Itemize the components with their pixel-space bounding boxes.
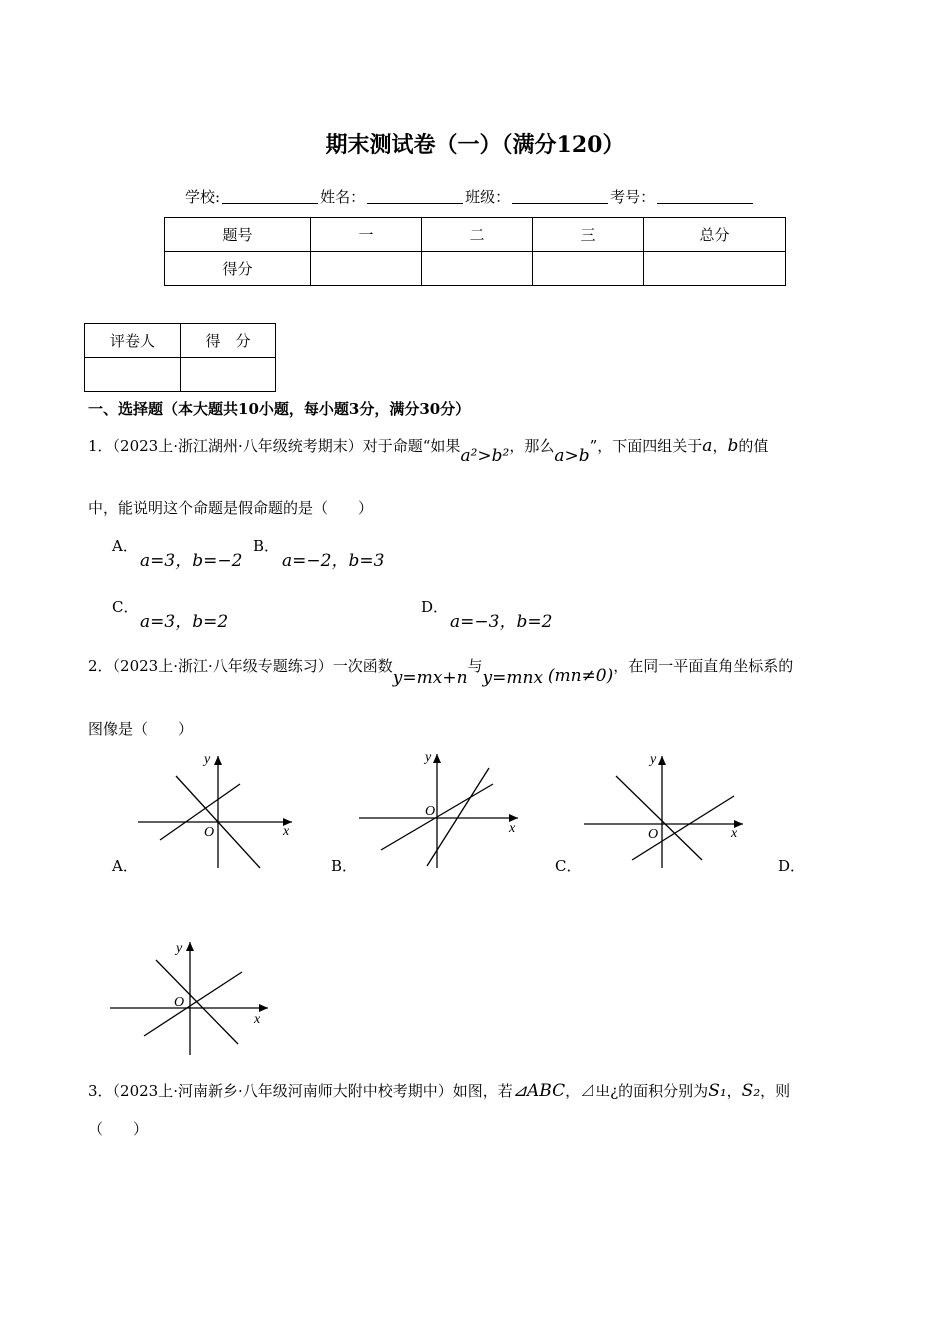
x-axis-label: x <box>254 1012 261 1027</box>
question-2-line-1 <box>88 655 794 688</box>
question-number: 2． <box>88 657 113 675</box>
y-axis-label: y <box>204 752 211 767</box>
question-text: 的面积分别为 <box>618 1082 709 1100</box>
graph-d <box>106 938 272 1058</box>
question-text: ， <box>565 1082 581 1100</box>
score-row-label: 得分 <box>165 252 311 286</box>
origin-label: O <box>425 804 436 819</box>
class-blank[interactable] <box>512 189 608 204</box>
option-d-label[interactable]: D． <box>421 598 449 616</box>
grader-table-header-row <box>85 324 276 358</box>
score-cell-3[interactable] <box>533 252 644 286</box>
x-axis-label: x <box>283 824 290 839</box>
option-c-label[interactable]: C． <box>112 598 139 616</box>
option-b-value[interactable]: a=−2，b=3 <box>282 551 385 571</box>
header-cell-2: 二 <box>422 218 533 252</box>
student-info-line <box>185 186 755 207</box>
x-axis-label: x <box>731 826 738 841</box>
grader-label: 评卷人 <box>85 324 181 358</box>
graph-b <box>353 748 523 872</box>
math-conclusion: a>b <box>554 446 590 466</box>
page-title: 期末测试卷（一）（满分120） <box>325 132 625 158</box>
math-triangle-1: ⊿ABC <box>512 1081 566 1101</box>
math-condition: (mn≠0) <box>547 666 614 686</box>
question-3-line-1 <box>88 1080 790 1101</box>
math-condition: a²>b² <box>460 446 510 466</box>
origin-label: O <box>204 825 215 840</box>
option-c-value[interactable]: a=3，b=2 <box>140 612 229 632</box>
question-source: （2023上·河南新乡·八年级河南师大附中校考期中）如图，若 <box>112 1082 513 1100</box>
exam-no-label: 考号： <box>610 188 656 206</box>
math-function-2: y=mnx <box>482 668 544 688</box>
school-blank[interactable] <box>222 189 318 204</box>
question-1-line-1 <box>88 435 769 466</box>
y-axis-label: y <box>176 941 183 956</box>
origin-label: O <box>648 827 659 842</box>
option-a-value[interactable]: a=3，b=−2 <box>140 551 243 571</box>
graph-option-b-label[interactable]: B． <box>331 857 358 875</box>
school-label: 学校: <box>185 188 221 206</box>
y-axis-label: y <box>425 750 432 765</box>
header-cell-question-no: 题号 <box>165 218 311 252</box>
question-number: 3． <box>88 1082 113 1100</box>
math-area-s1: S₁ <box>708 1081 727 1101</box>
header-cell-3: 三 <box>533 218 644 252</box>
grader-table <box>84 323 276 392</box>
header-cell-1: 一 <box>311 218 422 252</box>
y-axis-label: y <box>650 752 657 767</box>
score-cell-1[interactable] <box>311 252 422 286</box>
question-text: ，在同一平面直角坐标系的 <box>613 657 794 675</box>
math-area-s2: S₂ <box>741 1081 761 1101</box>
graph-option-c-label[interactable]: C． <box>555 857 582 875</box>
math-triangle-2: ⊿㞢¿ <box>580 1082 619 1100</box>
exam-no-blank[interactable] <box>657 189 753 204</box>
question-number: 1． <box>88 437 113 455</box>
grader-score-label: 得 分 <box>181 324 276 358</box>
question-text: ”，下面四组关于 <box>589 437 703 455</box>
x-axis-label: x <box>509 821 516 836</box>
graph-a <box>132 752 297 872</box>
question-text: 与 <box>467 657 483 675</box>
name-blank[interactable] <box>367 189 463 204</box>
option-b-label[interactable]: B． <box>253 537 280 555</box>
question-source: （2023上·浙江湖州·八年级统考期末）对于命题“如果 <box>112 437 461 455</box>
name-label: 姓名： <box>320 188 366 206</box>
section-heading: 一、选择题（本大题共10小题，每小题3分，满分30分） <box>88 400 471 418</box>
score-cell-total[interactable] <box>644 252 786 286</box>
class-label: 班级： <box>465 188 511 206</box>
math-variable-b: b <box>727 436 739 456</box>
question-text: ，则 <box>760 1082 791 1100</box>
score-table <box>164 217 786 286</box>
math-function-1: y=mx+n <box>392 668 468 688</box>
grader-table-blank-row <box>85 358 276 392</box>
question-text: ， <box>712 437 728 455</box>
question-text: ， <box>726 1082 742 1100</box>
header-cell-total: 总分 <box>644 218 786 252</box>
score-table-header-row <box>165 218 786 252</box>
option-a-label[interactable]: A． <box>112 537 138 555</box>
score-table-score-row <box>165 252 786 286</box>
graph-option-a-label[interactable]: A． <box>112 857 138 875</box>
question-source: （2023上·浙江·八年级专题练习）一次函数 <box>112 657 393 675</box>
grader-cell[interactable] <box>85 358 181 392</box>
score-cell-2[interactable] <box>422 252 533 286</box>
option-d-value[interactable]: a=−3，b=2 <box>450 612 553 632</box>
graph-c <box>578 752 748 872</box>
math-variable-a: a <box>702 436 713 456</box>
question-3-line-2: （ ） <box>88 1120 149 1138</box>
graph-option-d-label[interactable]: D． <box>778 857 806 875</box>
origin-label: O <box>174 995 185 1010</box>
grader-score-cell[interactable] <box>181 358 276 392</box>
question-text: 的值 <box>738 437 769 455</box>
question-text: ，那么 <box>509 437 555 455</box>
question-2-line-2: 图像是（ ） <box>88 720 194 738</box>
question-1-line-2: 中，能说明这个命题是假命题的是（ ） <box>88 499 374 517</box>
